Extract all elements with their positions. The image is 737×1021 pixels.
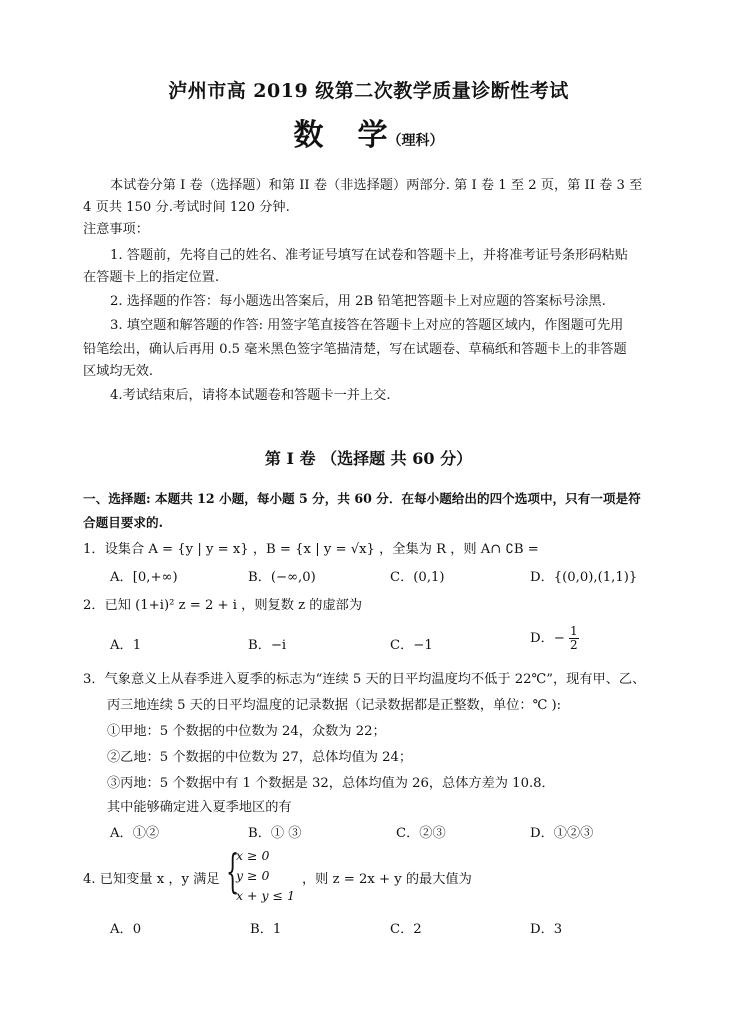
question-3-option-b: B．① ③ [248,826,302,841]
notice-item: 铅笔绘出，确认后再用 0.5 毫米黑色签字笔描清楚，写在试题卷、草稿纸和答题卡上的非答题 [83,342,627,357]
question-4-option-c: C．2 [390,922,422,937]
section-title: 第 I 卷 （选择题 共 60 分） [264,449,473,468]
notice-item: 3. 填空题和解答题的作答: 用签字笔直接答在答题卡上对应的答题区域内，作图题可先用 [110,318,624,333]
question-1-stem: 1．设集合 A = {y | y = x} ，B = {x | y = √x} ，全集为 R ，则 A∩ ∁B = [83,542,539,557]
subject-char-1: 数 [293,118,324,153]
constraint-row: x ≥ 0 [236,848,270,863]
question-3-stem-line: ②乙地：5 个数据的中位数为 27，总体均值为 24； [107,750,413,765]
question-3-option-c: C．②③ [396,826,446,841]
constraint-row: x + y ≤ 1 [236,888,295,903]
option-d-prefix: D．− [530,631,565,646]
subject-heading [0,110,737,154]
intro-line-2: 4 页共 150 分.考试时间 120 分钟. [83,200,290,215]
question-2-stem: 2．已知 (1+i)² z = 2 + i ，则复数 z 的虚部为 [83,598,363,613]
constraint-row: y ≥ 0 [236,868,270,883]
fraction [569,625,579,652]
notice-item: 区域均无效. [83,364,154,379]
question-3-stem-line: ③丙地：5 个数据中有 1 个数据是 32，总体均值为 26，总体方差为 10.8． [107,776,555,791]
question-2-option-b: B．−i [248,638,287,653]
question-2-option-d [530,625,579,652]
question-4-stem-post: ，则 z = 2x + y 的最大值为 [302,872,472,887]
question-3-option-a: A．①② [110,826,160,841]
question-1-option-b: B．(−∞,0) [248,570,316,585]
notice-item: 在答题卡上的指定位置. [83,270,220,285]
subject-note: （理科） [387,133,444,149]
question-3-stem-line: 其中能够确定进入夏季地区的有 [107,800,292,815]
question-4-option-b: B．1 [250,922,282,937]
question-4-stem-pre: 4. 已知变量 x ，y 满足 [83,872,220,887]
section-instruction: 一、选择题: 本题共 12 小题，每小题 5 分，共 60 分．在每小题给出的四个选项中，只有一项是符 [83,491,641,506]
fraction-denominator: 2 [570,638,578,652]
question-3-option-d: D．①②③ [530,826,594,841]
question-1-option-d: D．{(0,0),(1,1)} [530,570,638,585]
section-instruction: 合题目要求的. [83,515,163,530]
question-2-option-a: A．1 [110,638,142,653]
fraction-numerator: 1 [570,624,578,638]
question-3-stem-line: 3．气象意义上从春季进入夏季的标志为“连续 5 天的日平均温度均不低于 22℃”，现有甲、乙、 [83,672,646,687]
question-4-option-d: D．3 [530,922,563,937]
intro-line-1: 本试卷分第 I 卷（选择题）和第 II 卷（非选择题）两部分. 第 I 卷 1 至 2 页，第 II 卷 3 至 [110,178,643,193]
notice-item: 1. 答题前，先将自己的姓名、准考证号填写在试卷和答题卡上，并将准考证号条形码粘贴 [110,248,628,263]
question-1-option-a: A．[0,+∞) [110,570,178,585]
notice-item: 2. 选择题的作答：每小题选出答案后，用 2B 铅笔把答题卡上对应题的答案标号涂黑. [110,294,606,309]
question-1-option-c: C．(0,1) [390,570,445,585]
question-3-stem-line: ①甲地：5 个数据的中位数为 24，众数为 22； [107,724,386,739]
subject-char-2: 学 [357,118,388,153]
notice-item: 4.考试结束后，请将本试题卷和答题卡一并上交. [110,388,391,403]
system-brace: { [226,844,240,898]
question-4-option-a: A．0 [110,922,142,937]
exam-title: 泸州市高 2019 级第二次教学质量诊断性考试 [168,80,569,102]
question-2-option-c: C．−1 [390,638,433,653]
question-3-stem-line: 丙三地连续 5 天的日平均温度的记录数据（记录数据都是正整数，单位：℃ ): [107,698,562,713]
notice-label: 注意事项： [83,222,149,237]
